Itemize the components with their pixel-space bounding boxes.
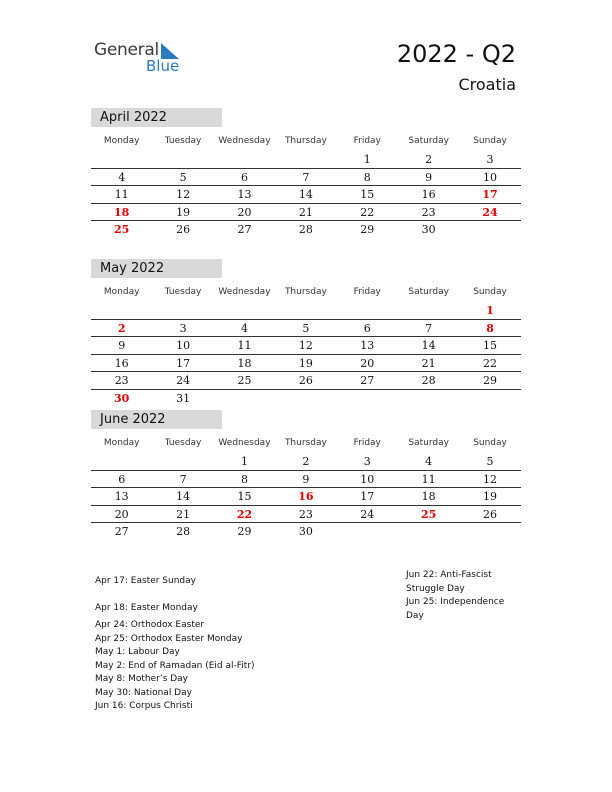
day-cell: 22 [360,205,375,219]
day-cell: 9 [302,472,310,486]
day-cell: 24 [482,205,498,219]
day-cell: 13 [360,339,375,352]
weekday-label: Thursday [284,287,327,297]
day-cell: 7 [179,472,187,486]
day-cell: 16 [298,490,314,503]
day-cell: 4 [118,170,126,184]
day-cell: 12 [483,472,498,486]
weekday-label: Friday [353,438,381,448]
day-cell: 4 [425,455,433,468]
day-cell: 26 [298,374,313,387]
day-cell: 31 [176,391,191,405]
day-cell: 14 [298,188,313,201]
day-cell: 5 [302,321,310,335]
week-row [91,320,521,338]
week-row [91,372,521,390]
day-cell [275,302,336,319]
weekday-header-row [91,283,521,302]
day-cell: 18 [237,356,252,370]
day-cell: 15 [360,188,375,201]
day-cell: 11 [421,472,436,486]
day-cell [398,390,459,407]
month-title: May 2022 [91,259,222,278]
day-cell: 1 [240,455,248,468]
day-cell: 12 [298,339,313,352]
day-cell [214,390,275,407]
weekday-label: Sunday [473,438,507,448]
week-row [91,390,521,407]
week-row [91,186,521,204]
day-cell: 27 [237,223,252,236]
holiday-entry: Jun 22: Anti-Fascist [406,570,492,580]
day-cell: 8 [363,170,371,184]
day-cell [275,390,336,407]
holiday-entry: Apr 18: Easter Monday [95,602,198,613]
day-cell: 29 [483,374,498,387]
day-cell: 16 [421,188,436,201]
day-cell: 5 [179,170,187,184]
holiday-entry: Jun 16: Corpus Christi [95,701,193,711]
day-cell [337,302,398,319]
holiday-entry: Day [406,610,424,621]
day-cell: 8 [240,472,248,486]
weekday-label: Monday [103,287,140,297]
logo-text-blue: Blue [146,57,180,75]
week-row [91,523,521,540]
holiday-entry: Apr 24: Orthodox Easter [95,620,205,630]
day-cell: 25 [237,374,252,387]
day-cell: 8 [486,321,494,335]
day-cell [459,523,520,540]
day-cell: 24 [360,507,375,521]
day-cell: 20 [237,205,252,219]
day-cell: 19 [298,356,313,370]
day-cell: 11 [114,188,129,201]
day-cell: 17 [176,356,191,370]
day-cell [152,302,213,319]
holiday-entry: Struggle Day [406,583,465,594]
day-cell: 11 [237,339,252,352]
day-cell: 1 [363,153,371,166]
weekday-label: Thursday [284,438,327,448]
day-cell: 3 [363,455,371,468]
month-title: April 2022 [91,108,222,127]
month-calendar [91,259,521,406]
week-row [91,337,521,355]
weekday-label: Tuesday [164,438,202,448]
day-cell: 12 [176,188,191,201]
day-cell [275,151,336,168]
day-cell [152,453,213,470]
weekday-label: Monday [103,438,140,448]
holiday-entry: Apr 25: Orthodox Easter Monday [95,633,243,644]
day-cell: 15 [483,339,498,352]
month-calendar [91,108,521,238]
day-cell: 2 [425,153,433,166]
day-cell: 10 [483,170,498,184]
day-cell [337,390,398,407]
week-row [91,302,521,320]
weekday-label: Monday [103,136,140,146]
day-cell: 23 [421,205,436,219]
weekday-label: Wednesday [218,136,271,146]
logo-text-general: General [94,40,159,60]
week-row [91,453,521,471]
day-cell [152,151,213,168]
day-cell: 18 [421,490,436,503]
day-cell: 15 [237,490,252,503]
page-title: 2022 - Q2 [396,40,516,68]
day-cell: 22 [236,507,253,521]
week-row [91,471,521,489]
day-cell: 30 [421,223,436,236]
day-cell [214,151,275,168]
day-cell [91,151,152,168]
day-cell: 9 [425,170,433,184]
day-cell: 13 [114,490,129,503]
day-cell: 28 [421,374,436,387]
day-cell: 20 [360,356,375,370]
week-row [91,221,521,238]
day-cell: 22 [483,356,498,370]
day-cell: 26 [176,223,191,236]
day-cell [398,523,459,540]
day-cell: 4 [240,321,248,335]
day-cell: 30 [114,391,130,405]
month-title: June 2022 [91,410,222,429]
day-cell: 17 [360,490,375,503]
day-cell [214,302,275,319]
weekday-label: Sunday [473,136,507,146]
weekday-label: Saturday [408,438,449,448]
day-cell: 27 [360,374,375,387]
day-cell: 10 [360,472,375,486]
week-row [91,169,521,187]
weekday-label: Thursday [284,136,327,146]
weekday-label: Wednesday [218,438,271,448]
day-cell: 26 [483,507,498,521]
day-cell: 23 [298,507,313,521]
day-cell: 28 [176,525,191,538]
day-cell: 6 [118,472,126,486]
day-cell: 21 [421,356,436,370]
day-cell: 9 [118,339,126,352]
day-cell: 19 [176,205,191,219]
day-cell: 3 [486,153,494,166]
day-cell [398,302,459,319]
day-cell: 21 [298,205,313,219]
day-cell: 18 [114,205,130,219]
day-cell: 17 [482,188,498,201]
holiday-entry: May 2: End of Ramadan (Eid al-Fitr) [95,660,255,671]
weekday-label: Tuesday [164,287,202,297]
week-row [91,355,521,373]
day-cell: 19 [483,490,498,503]
day-cell: 7 [425,321,433,335]
weekday-label: Wednesday [218,287,271,297]
day-cell [91,453,152,470]
weekday-label: Friday [353,287,381,297]
holiday-entry: May 8: Mother’s Day [95,674,189,684]
holiday-entry: May 30: National Day [95,687,192,698]
day-cell [459,390,520,407]
weekday-header-row [91,434,521,453]
day-cell [459,221,520,238]
day-cell: 20 [114,507,129,521]
day-cell: 29 [360,223,375,236]
day-cell: 14 [176,490,191,503]
week-row [91,488,521,506]
day-cell: 1 [486,304,494,317]
country-name: Croatia [458,75,516,94]
holiday-list-right [406,569,504,623]
weekday-label: Saturday [408,287,449,297]
day-cell: 30 [298,525,313,538]
day-cell: 25 [420,507,437,521]
day-cell: 10 [176,339,191,352]
general-blue-logo [94,40,194,80]
day-cell: 24 [176,374,191,387]
day-cell: 25 [114,223,130,236]
day-cell: 3 [179,321,187,335]
weekday-label: Saturday [408,136,449,146]
week-row [91,506,521,524]
day-cell: 29 [237,525,252,538]
week-row [91,204,521,222]
day-cell: 2 [302,455,310,468]
day-cell: 6 [363,321,371,335]
day-cell: 13 [237,188,252,201]
day-cell [337,523,398,540]
day-cell: 7 [302,170,310,184]
day-cell: 6 [240,170,248,184]
week-row [91,151,521,169]
holiday-entry: Apr 17: Easter Sunday [95,576,196,586]
day-cell: 5 [486,455,494,468]
day-cell: 28 [298,223,313,236]
month-calendar [91,410,521,540]
day-cell: 2 [117,321,126,335]
holiday-entry: Jun 25: Independence [406,597,505,607]
day-cell: 21 [176,507,191,521]
day-cell [91,302,152,319]
day-cell: 23 [114,374,129,387]
holiday-list-left [95,575,255,714]
weekday-label: Sunday [473,287,507,297]
day-cell: 27 [114,525,129,538]
day-cell: 14 [421,339,436,352]
day-cell: 16 [114,356,129,370]
weekday-header-row [91,132,521,151]
weekday-label: Tuesday [164,136,202,146]
holiday-entry: May 1: Labour Day [95,647,180,657]
weekday-label: Friday [353,136,381,146]
